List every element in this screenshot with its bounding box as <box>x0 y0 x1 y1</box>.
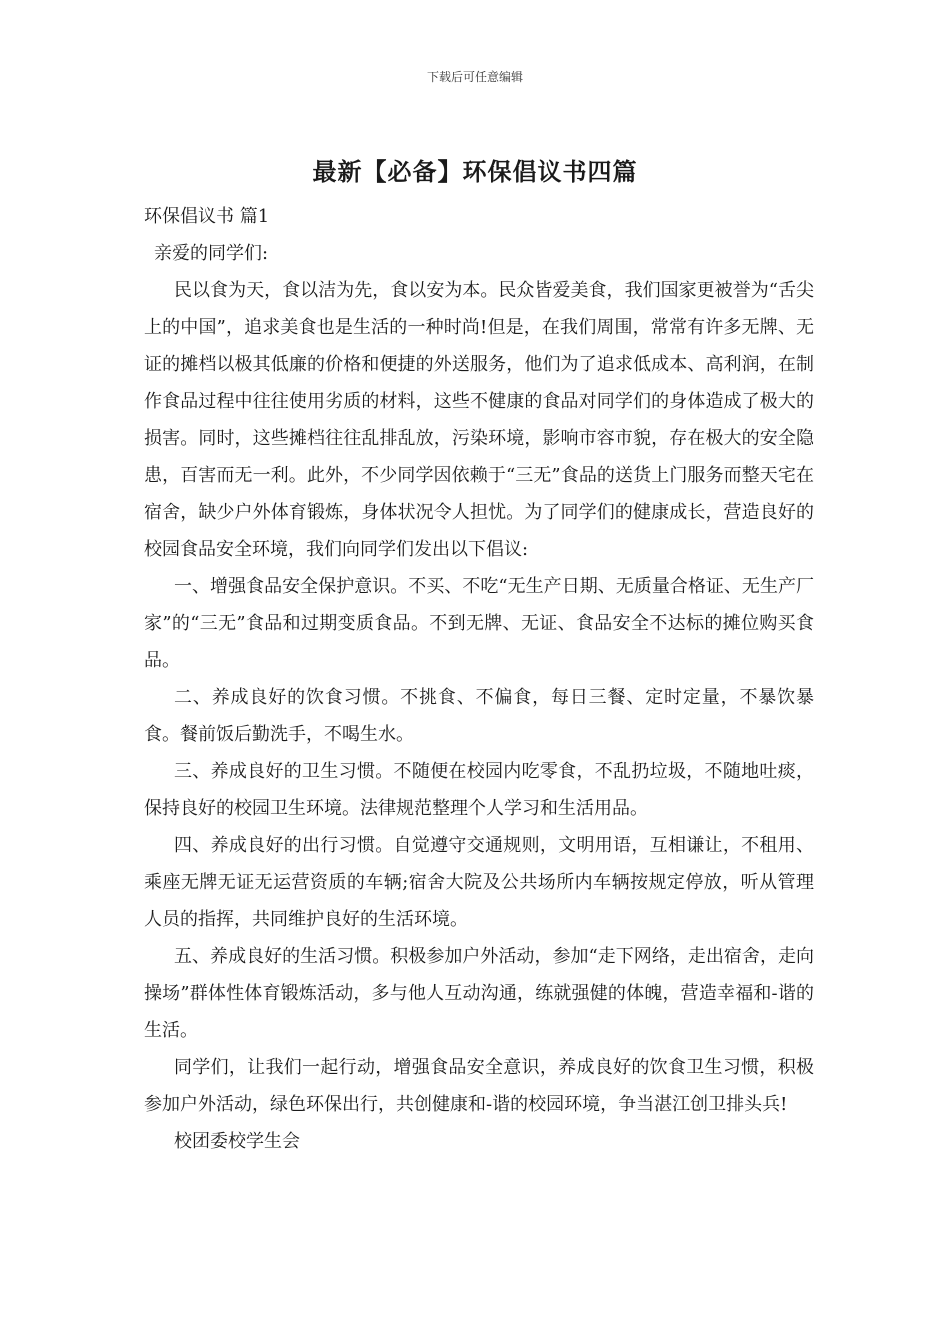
page-header-note: 下载后可任意编辑 <box>426 70 523 84</box>
salutation: 亲爱的同学们: <box>154 243 269 264</box>
document-title: 最新【必备】环保倡议书四篇 <box>312 157 638 186</box>
section-heading: 环保倡议书 篇1 <box>144 206 270 227</box>
paragraph-proposal-2: 二、养成良好的饮食习惯。不挑食、不偏食，每日三餐、定时定量，不暴饮暴食。餐前饭后勤洗手，不喝生水。 <box>144 687 814 745</box>
signature: 校团委校学生会 <box>174 1131 300 1152</box>
paragraph-proposal-3: 三、养成良好的卫生习惯。不随便在校园内吃零食，不乱扔垃圾，不随地吐痰，保持良好的校园卫生环境。法律规范整理个人学习和生活用品。 <box>144 761 814 819</box>
paragraph-closing: 同学们，让我们一起行动，增强食品安全意识，养成良好的饮食卫生习惯，积极参加户外活动，绿色环保出行，共创健康和-谐的校园环境，争当湛江创卫排头兵! <box>144 1057 814 1115</box>
paragraph-proposal-1: 一、增强食品安全保护意识。不买、不吃“无生产日期、无质量合格证、无生产厂家”的“三无”食品和过期变质食品。不到无牌、无证、食品安全不达标的摊位购买食品。 <box>144 576 814 671</box>
paragraph-proposal-4: 四、养成良好的出行习惯。自觉遵守交通规则，文明用语，互相谦让，不租用、乘座无牌无证无运营资质的车辆;宿舍大院及公共场所内车辆按规定停放，听从管理人员的指挥，共同维护良好的生活环境。 <box>144 835 814 930</box>
paragraph-proposal-5: 五、养成良好的生活习惯。积极参加户外活动，参加“走下网络，走出宿舍，走向操场”群体性体育锻炼活动，多与他人互动沟通，练就强健的体魄，营造幸福和-谐的生活。 <box>144 946 814 1041</box>
document-body <box>144 198 814 1160</box>
paragraph-intro: 民以食为天，食以洁为先，食以安为本。民众皆爱美食，我们国家更被誉为“舌尖上的中国”，追求美食也是生活的一种时尚!但是，在我们周围，常常有许多无牌、无证的摊档以极其低廉的价格和便捷的外送服务，他们为了追求低成本、高利润，在制作食品过程中往往使用劣质的材料，这些不健康的食品对同学们的身体造成了极大的损害。同时，这些摊档往往乱排乱放，污染环境，影响市容市貌，存在极大的安全隐患，百害而无一利。此外，不少同学因依赖于“三无”食品的送货上门服务而整天宅在宿舍，缺少户外体育锻炼，身体状况令人担忧。为了同学们的健康成长，营造良好的校园食品安全环境，我们向同学们发出以下倡议: <box>144 280 814 560</box>
